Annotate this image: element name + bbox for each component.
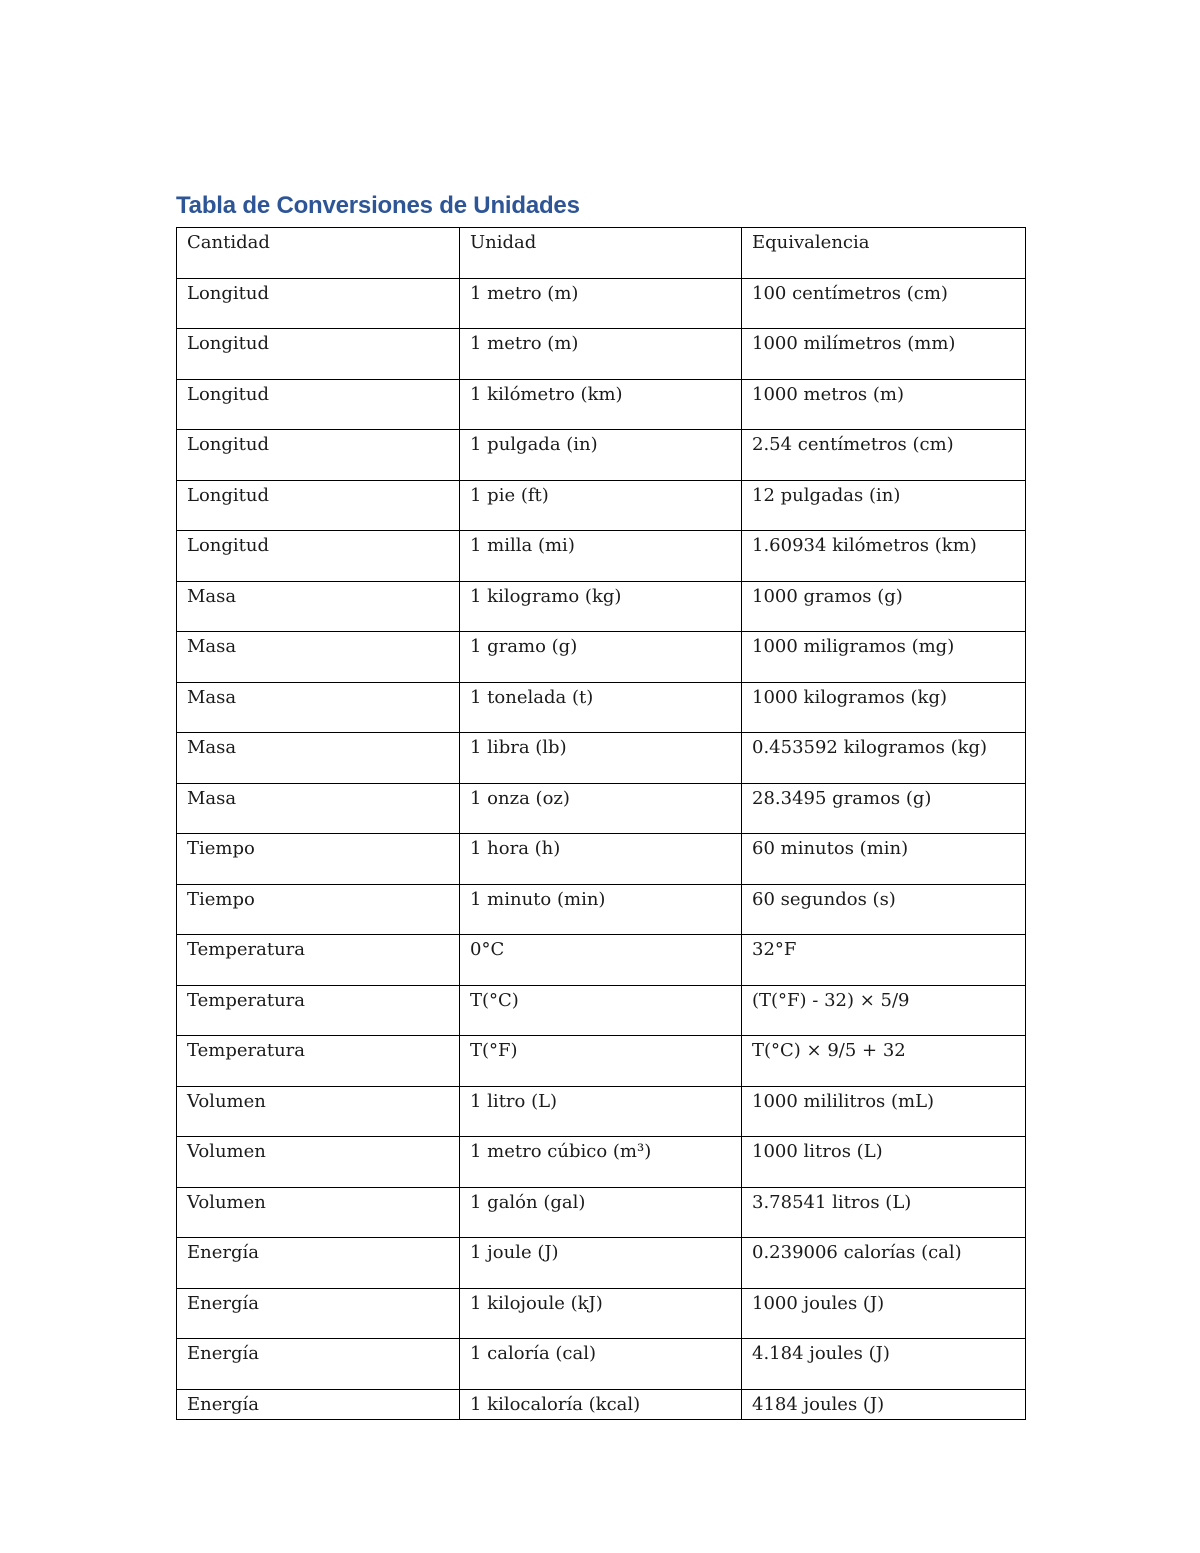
cell-unidad: 1 tonelada (t): [460, 682, 742, 733]
cell-equivalencia: 2.54 centímetros (cm): [742, 430, 1026, 481]
table-row: [177, 1187, 1026, 1238]
page-title: Tabla de Conversiones de Unidades: [176, 192, 580, 219]
table-row: [177, 834, 1026, 885]
table-row: [177, 1389, 1026, 1419]
cell-cantidad: Energía: [177, 1238, 460, 1289]
cell-cantidad: Energía: [177, 1288, 460, 1339]
cell-cantidad: Volumen: [177, 1137, 460, 1188]
cell-equivalencia: 1000 miligramos (mg): [742, 632, 1026, 683]
table-row: [177, 1036, 1026, 1087]
cell-unidad: 1 metro (m): [460, 278, 742, 329]
column-header-cantidad: Cantidad: [177, 228, 460, 279]
cell-cantidad: Longitud: [177, 531, 460, 582]
table-row: [177, 783, 1026, 834]
cell-unidad: 1 joule (J): [460, 1238, 742, 1289]
cell-unidad: T(°F): [460, 1036, 742, 1087]
cell-equivalencia: 28.3495 gramos (g): [742, 783, 1026, 834]
cell-cantidad: Temperatura: [177, 1036, 460, 1087]
cell-unidad: 1 metro (m): [460, 329, 742, 380]
cell-unidad: 1 pulgada (in): [460, 430, 742, 481]
table-row: [177, 1288, 1026, 1339]
cell-equivalencia: 32°F: [742, 935, 1026, 986]
cell-unidad: 1 kilocaloría (kcal): [460, 1389, 742, 1419]
cell-equivalencia: (T(°F) - 32) × 5/9: [742, 985, 1026, 1036]
cell-equivalencia: 1000 metros (m): [742, 379, 1026, 430]
cell-equivalencia: 3.78541 litros (L): [742, 1187, 1026, 1238]
table-row: [177, 278, 1026, 329]
table-row: [177, 632, 1026, 683]
cell-equivalencia: 1000 milímetros (mm): [742, 329, 1026, 380]
table-row: [177, 884, 1026, 935]
cell-cantidad: Longitud: [177, 379, 460, 430]
cell-unidad: 1 litro (L): [460, 1086, 742, 1137]
cell-cantidad: Longitud: [177, 278, 460, 329]
table-header-row: [177, 228, 1026, 279]
cell-unidad: 1 milla (mi): [460, 531, 742, 582]
table-row: [177, 733, 1026, 784]
cell-cantidad: Masa: [177, 581, 460, 632]
cell-unidad: 1 libra (lb): [460, 733, 742, 784]
cell-equivalencia: 4184 joules (J): [742, 1389, 1026, 1419]
table-row: [177, 480, 1026, 531]
cell-unidad: 0°C: [460, 935, 742, 986]
table-row: [177, 1086, 1026, 1137]
table-row: [177, 935, 1026, 986]
cell-cantidad: Temperatura: [177, 985, 460, 1036]
cell-cantidad: Volumen: [177, 1187, 460, 1238]
cell-cantidad: Energía: [177, 1389, 460, 1419]
column-header-unidad: Unidad: [460, 228, 742, 279]
table-row: [177, 379, 1026, 430]
cell-equivalencia: 12 pulgadas (in): [742, 480, 1026, 531]
cell-cantidad: Masa: [177, 632, 460, 683]
cell-cantidad: Longitud: [177, 480, 460, 531]
cell-unidad: 1 caloría (cal): [460, 1339, 742, 1390]
cell-cantidad: Tiempo: [177, 884, 460, 935]
cell-unidad: 1 hora (h): [460, 834, 742, 885]
table-row: [177, 985, 1026, 1036]
table-row: [177, 430, 1026, 481]
cell-equivalencia: 1.60934 kilómetros (km): [742, 531, 1026, 582]
cell-equivalencia: 60 segundos (s): [742, 884, 1026, 935]
cell-equivalencia: 100 centímetros (cm): [742, 278, 1026, 329]
table-row: [177, 531, 1026, 582]
cell-equivalencia: 60 minutos (min): [742, 834, 1026, 885]
cell-cantidad: Masa: [177, 682, 460, 733]
cell-unidad: 1 onza (oz): [460, 783, 742, 834]
cell-cantidad: Masa: [177, 783, 460, 834]
cell-equivalencia: 0.239006 calorías (cal): [742, 1238, 1026, 1289]
table-row: [177, 581, 1026, 632]
cell-unidad: 1 metro cúbico (m³): [460, 1137, 742, 1188]
table-row: [177, 1339, 1026, 1390]
cell-unidad: 1 kilojoule (kJ): [460, 1288, 742, 1339]
cell-equivalencia: 1000 litros (L): [742, 1137, 1026, 1188]
cell-equivalencia: 1000 joules (J): [742, 1288, 1026, 1339]
cell-cantidad: Longitud: [177, 329, 460, 380]
cell-unidad: T(°C): [460, 985, 742, 1036]
cell-unidad: 1 minuto (min): [460, 884, 742, 935]
cell-cantidad: Longitud: [177, 430, 460, 481]
cell-equivalencia: 4.184 joules (J): [742, 1339, 1026, 1390]
cell-cantidad: Energía: [177, 1339, 460, 1390]
cell-equivalencia: 1000 mililitros (mL): [742, 1086, 1026, 1137]
cell-unidad: 1 kilómetro (km): [460, 379, 742, 430]
cell-unidad: 1 kilogramo (kg): [460, 581, 742, 632]
table-row: [177, 1137, 1026, 1188]
conversion-table: [176, 227, 1026, 1420]
cell-equivalencia: T(°C) × 9/5 + 32: [742, 1036, 1026, 1087]
table-row: [177, 1238, 1026, 1289]
cell-unidad: 1 pie (ft): [460, 480, 742, 531]
column-header-equivalencia: Equivalencia: [742, 228, 1026, 279]
cell-cantidad: Volumen: [177, 1086, 460, 1137]
cell-equivalencia: 1000 gramos (g): [742, 581, 1026, 632]
cell-unidad: 1 gramo (g): [460, 632, 742, 683]
cell-unidad: 1 galón (gal): [460, 1187, 742, 1238]
cell-cantidad: Tiempo: [177, 834, 460, 885]
cell-equivalencia: 0.453592 kilogramos (kg): [742, 733, 1026, 784]
table-body: [177, 278, 1026, 1419]
cell-cantidad: Masa: [177, 733, 460, 784]
table-row: [177, 329, 1026, 380]
cell-equivalencia: 1000 kilogramos (kg): [742, 682, 1026, 733]
cell-cantidad: Temperatura: [177, 935, 460, 986]
table-row: [177, 682, 1026, 733]
